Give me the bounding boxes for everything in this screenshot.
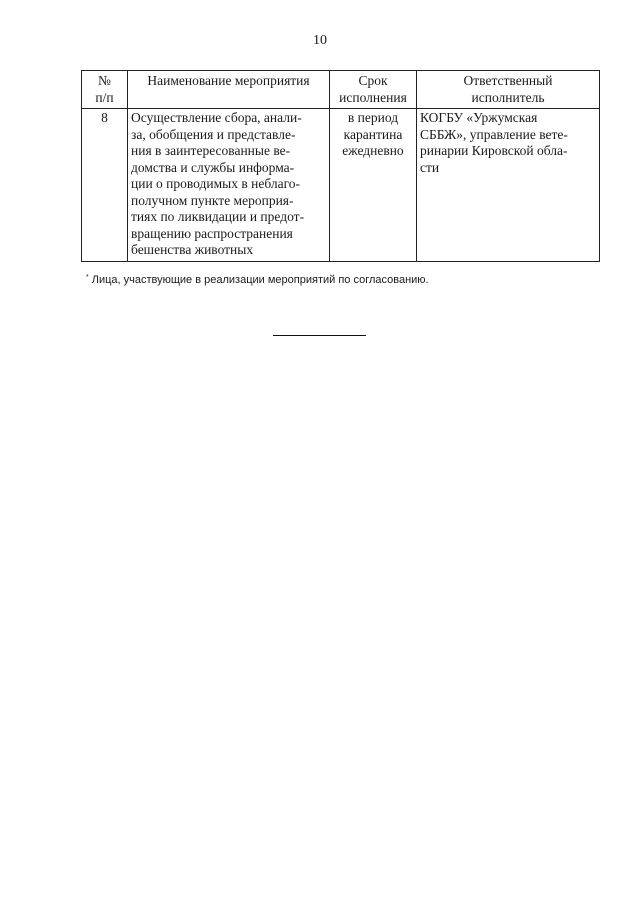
cell-name-line: тиях по ликвидации и предот- — [131, 209, 305, 224]
cell-name-line: вращению распространения — [131, 225, 293, 241]
cell-name-line: за, обобщения и представле- — [131, 126, 296, 142]
cell-name-line: ции о проводимых в неблаго- — [131, 176, 301, 191]
cell-executor-line: ринарии Кировской обла- — [420, 143, 568, 158]
header-term-line: Срок — [358, 73, 388, 88]
header-num-line: № — [98, 73, 111, 88]
cell-name-line: домства и службы информа- — [131, 159, 295, 175]
footnote-text: Лица, участвующие в реализации мероприятий по согласованию. — [91, 274, 429, 286]
cell-executor — [417, 109, 600, 262]
header-name-line: Наименование мероприятия — [147, 73, 310, 88]
header-executor — [417, 71, 600, 109]
cell-executor-line: КОГБУ «Уржумская — [420, 110, 538, 125]
cell-executor-line: СББЖ», управление вете- — [420, 126, 568, 142]
table-header-row — [82, 71, 600, 109]
cell-num — [82, 109, 128, 262]
footnote-marker: * — [86, 274, 89, 281]
cell-name-line: Осуществление сбора, анали- — [131, 110, 302, 125]
measures-table — [81, 70, 600, 262]
cell-name-line: бешенства животных — [131, 242, 254, 257]
cell-executor-line: сти — [420, 159, 440, 175]
table-row — [82, 109, 600, 262]
page-number: 10 — [313, 33, 327, 48]
cell-name-line: ния в заинтересованные ве- — [131, 143, 291, 158]
header-name — [128, 71, 330, 109]
cell-name — [128, 109, 330, 262]
header-term — [330, 71, 417, 109]
header-num-line: п/п — [95, 89, 114, 105]
header-executor-line: исполнитель — [471, 89, 545, 105]
cell-term-line: в период — [347, 110, 399, 125]
end-rule-divider — [273, 335, 366, 336]
header-term-line: исполнения — [339, 89, 407, 105]
footnote — [86, 274, 429, 286]
header-num — [82, 71, 128, 109]
cell-num-text: 8 — [101, 110, 108, 125]
cell-term-line: ежедневно — [342, 143, 404, 158]
cell-name-line: получном пункте мероприя- — [131, 192, 294, 208]
cell-term-line: карантина — [343, 126, 403, 142]
header-executor-line: Ответственный — [463, 73, 553, 88]
cell-term — [330, 109, 417, 262]
